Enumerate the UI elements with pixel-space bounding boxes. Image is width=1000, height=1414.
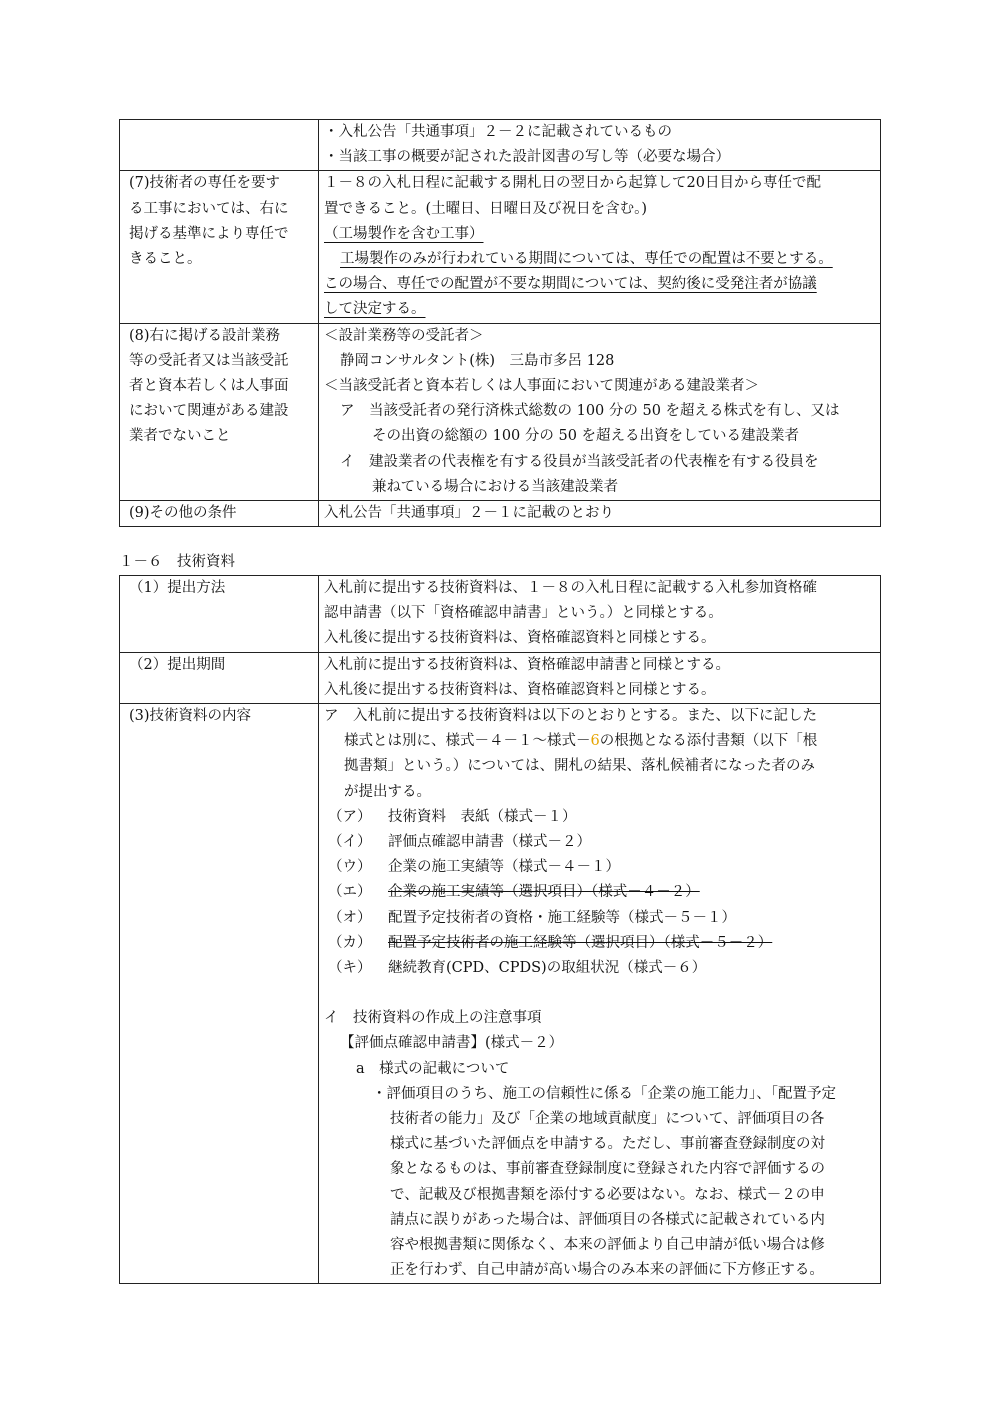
label-line: 業者でないこと [129, 428, 231, 445]
table-row [120, 120, 881, 171]
list-item: （ウ） 企業の施工実績等（様式－４－１） [328, 859, 620, 876]
row-label-empty [120, 120, 319, 171]
text-line: 入札前に提出する技術資料は、１－８の入札日程に記載する入札参加資格確 [324, 580, 817, 596]
table-row [120, 323, 881, 500]
row-content [319, 171, 881, 323]
row-content [319, 120, 881, 171]
label-line: （1）提出方法 [129, 580, 226, 596]
text-line: 請点に誤りがあった場合は、評価項目の各様式に記載されている内 [390, 1211, 825, 1228]
table-row [120, 171, 881, 323]
label-line: 掲げる基準により専任で [129, 225, 289, 242]
text-line: 容や根拠書類に関係なく、本来の評価より自己申請が低い場合は修 [390, 1237, 825, 1254]
spacer [324, 981, 875, 1006]
label-line: において関連がある建設 [129, 403, 289, 420]
text-segment: の根拠となる添付書類（以下「根 [599, 733, 818, 750]
text-line: その出資の総額の 100 分の 50 を超える出資をしている建設業者 [372, 428, 800, 445]
row-label [120, 576, 319, 653]
text-line: 拠書類」という。）については、開札の結果、落札候補者になった者のみ [344, 758, 815, 775]
sub-heading: a 様式の記載について [356, 1060, 510, 1077]
table-row [120, 652, 881, 703]
row-content [319, 576, 881, 653]
label-line: (7)技術者の専任を要す [129, 175, 281, 192]
text-line: 入札公告「共通事項」２－１に記載のとおり [324, 505, 614, 522]
label-line: 等の受託者又は当該受託 [129, 352, 289, 369]
table-row [120, 501, 881, 527]
form-title: 【評価点確認申請書】(様式－２） [340, 1035, 564, 1052]
underlined-text: して決定する。 [324, 301, 426, 318]
row-label [120, 323, 319, 500]
label-line: る工事においては、右に [129, 200, 289, 217]
section-title: １－６ 技術資料 [119, 554, 235, 570]
text-line: 象となるものは、事前審査登録制度に登録された内容で評価するの [390, 1161, 825, 1178]
text-line: １－８の入札日程に記載する開札日の翌日から起算して20日目から専任で配 [324, 175, 821, 192]
table-row [120, 576, 881, 653]
text-line: 様式に基づいた評価点を申請する。ただし、事前審査登録制度の対 [390, 1136, 825, 1153]
text-line: 静岡コンサルタント(株) 三島市多呂 128 [340, 352, 615, 369]
text-line: 正を行わず、自己申請が高い場合のみ本来の評価に下方修正する。 [390, 1262, 824, 1279]
text-line: ＜設計業務等の受託者＞ [324, 327, 484, 344]
label-line: （2）提出期間 [129, 656, 226, 673]
text-line: 置できること。(土曜日、日曜日及び祝日を含む。) [324, 200, 648, 217]
text-segment: 様式とは別に、様式－４－１～様式－ [344, 733, 591, 750]
underlined-text: この場合、専任での配置が不要な期間については、契約後に受発注者が協議 [324, 276, 817, 293]
row-content [319, 501, 881, 527]
list-item: （オ） 配置予定技術者の資格・施工経験等（様式－５－１） [328, 909, 736, 926]
text-line: 入札後に提出する技術資料は、資格確認資料と同様とする。 [324, 630, 716, 647]
text-line [324, 729, 875, 754]
row-content [319, 323, 881, 500]
row-label [120, 501, 319, 527]
underlined-text: 工場製作のみが行われている期間については、専任での配置は不要とする。 [340, 251, 833, 268]
notes-title: イ 技術資料の作成上の注意事項 [324, 1010, 542, 1027]
list-item: （イ） 評価点確認申請書（様式－２） [328, 834, 591, 851]
label-line: (9)その他の条件 [129, 505, 237, 522]
text-line: が提出する。 [344, 783, 431, 800]
label-line: (3)技術資料の内容 [129, 708, 252, 725]
label-line: (8)右に掲げる設計業務 [129, 327, 281, 344]
list-item: （ア） 技術資料 表紙（様式－１） [328, 808, 577, 825]
struck-text: 配置予定技術者の施工経験等（選択項目）（様式－５－２） [388, 934, 773, 951]
text-line: 兼ねている場合における当該建設業者 [372, 478, 619, 495]
technical-documents-table [119, 575, 881, 1284]
text-line: ・評価項目のうち、施工の信頼性に係る「企業の施工能力」、「配置予定 [372, 1085, 836, 1102]
text-line: ア 入札前に提出する技術資料は以下のとおりとする。また、以下に記した [324, 708, 817, 725]
text-line: 技術者の能力」及び「企業の地域貢献度」について、評価項目の各 [390, 1111, 825, 1128]
list-item: （キ） 継続教育(CPD、CPDS)の取組状況（様式－６） [328, 960, 707, 977]
text-line: ・入札公告「共通事項」２－２に記載されているもの [324, 124, 672, 140]
highlighted-number: 6 [590, 733, 600, 750]
row-label [120, 704, 319, 1284]
label-line: きること。 [129, 251, 202, 268]
text-line: 入札後に提出する技術資料は、資格確認資料と同様とする。 [324, 681, 716, 698]
text-line: ・当該工事の概要が記された設計図書の写し等（必要な場合） [324, 149, 730, 166]
text-line: で、記載及び根拠書類を添付する必要はない。なお、様式－２の申 [390, 1186, 825, 1203]
text-line: 認申請書（以下「資格確認申請書」という。）と同様とする。 [324, 605, 723, 622]
requirements-table [119, 119, 881, 527]
row-label [120, 171, 319, 323]
text-line: イ 建設業者の代表権を有する役員が当該受託者の代表権を有する役員を [340, 453, 819, 470]
row-label [120, 652, 319, 703]
struck-text: 企業の施工実績等（選択項目）（様式－４－２） [388, 884, 700, 901]
table-row [120, 704, 881, 1284]
row-content [319, 652, 881, 703]
text-line: ア 当該受託者の発行済株式総数の 100 分の 50 を超える株式を有し、又は [340, 403, 840, 420]
text-line: ＜当該受託者と資本若しくは人事面において関連がある建設業者＞ [324, 378, 759, 395]
underlined-text: （工場製作を含む工事） [324, 225, 484, 242]
list-item: （カ） 配置予定技術者の施工経験等（選択項目）（様式－５－２） [328, 934, 773, 951]
text-line: 入札前に提出する技術資料は、資格確認申請書と同様とする。 [324, 656, 730, 673]
label-line: 者と資本若しくは人事面 [129, 378, 289, 395]
row-content [319, 704, 881, 1284]
list-item: （エ） 企業の施工実績等（選択項目）（様式－４－２） [328, 884, 700, 901]
